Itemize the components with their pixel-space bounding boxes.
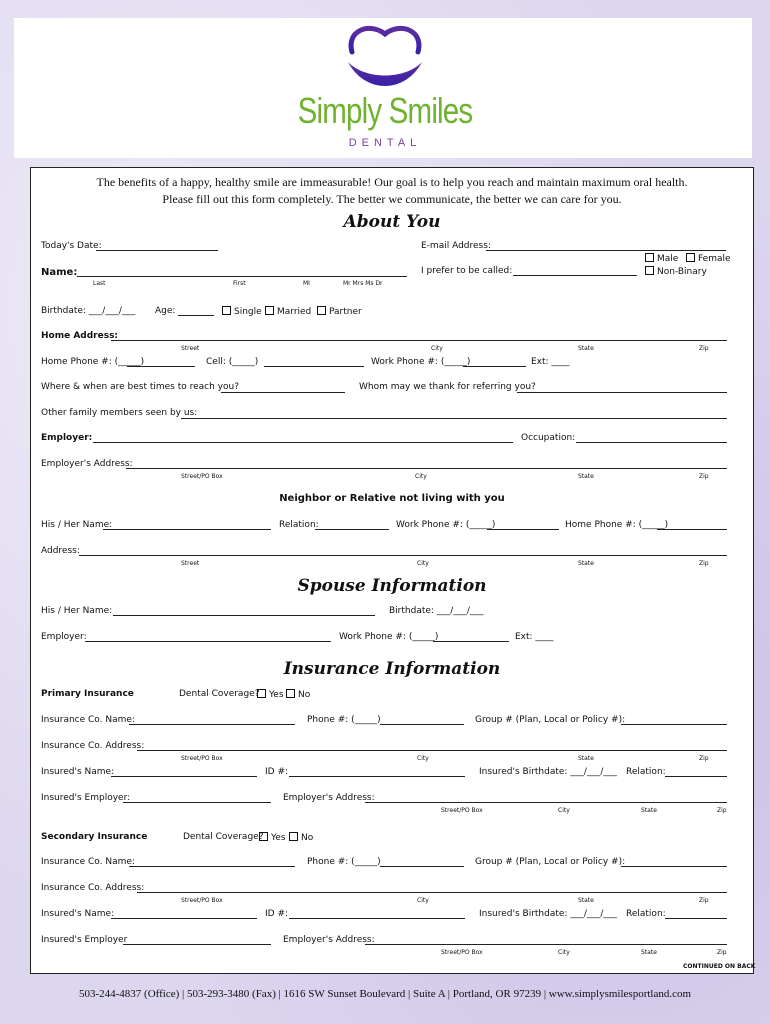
checkbox-icon xyxy=(257,689,266,698)
secondary-insured-birthdate-field[interactable]: Insured's Birthdate: ___/___/___ xyxy=(479,909,617,919)
spouse-work-phone-label: Work Phone #: (_____) xyxy=(339,632,439,642)
caption-city: City xyxy=(558,949,570,956)
neighbor-address-label: Address: xyxy=(41,546,80,556)
contact-footer: 503-244-4837 (Office) | 503-293-3480 (Fax) | 1616 SW Sunset Boulevard | Suite A | Portland, OR 97239 | www.simplysmilesportland.com xyxy=(78,988,692,1000)
primary-employer-address-field[interactable] xyxy=(365,802,727,803)
secondary-coverage-no[interactable]: No xyxy=(288,832,313,844)
primary-co-address-field[interactable] xyxy=(137,750,727,751)
secondary-co-address-field[interactable] xyxy=(137,892,727,893)
secondary-phone-label: Phone #: (_____) xyxy=(307,857,381,867)
neighbor-heading: Neighbor or Relative not living with you xyxy=(279,493,505,504)
secondary-co-address-label: Insurance Co. Address: xyxy=(41,883,145,893)
secondary-coverage-label: Dental Coverage? xyxy=(183,832,264,842)
caption-street: Street xyxy=(181,560,200,567)
neighbor-relation-field[interactable] xyxy=(315,529,389,530)
primary-coverage-yes[interactable]: Yes xyxy=(256,689,284,701)
primary-co-name-field[interactable] xyxy=(129,724,295,725)
caption-zip: Zip xyxy=(717,949,727,956)
family-field[interactable] xyxy=(181,418,727,419)
referral-label: Whom may we thank for referring you? xyxy=(359,382,536,392)
secondary-co-name-field[interactable] xyxy=(129,866,295,867)
secondary-insured-employer-label: Insured's Employer xyxy=(41,935,128,945)
primary-group-label: Group # (Plan, Local or Policy #): xyxy=(475,715,626,725)
checkbox-icon xyxy=(317,306,326,315)
secondary-phone-field[interactable] xyxy=(380,866,464,867)
secondary-employer-address-label: Employer's Address: xyxy=(283,935,375,945)
todays-date-label: Today's Date: xyxy=(41,241,102,251)
cell-label: Cell: (_____) xyxy=(206,357,259,367)
caption-mi: MI xyxy=(303,280,310,287)
brand-subtitle: DENTAL xyxy=(348,137,422,149)
brand-name: Simply Smiles xyxy=(297,90,473,131)
spouse-birthdate-field[interactable]: Birthdate: ___/___/___ xyxy=(389,606,484,616)
home-address-label: Home Address: xyxy=(41,331,119,341)
intro-line-1: The benefits of a happy, healthy smile are immeasurable! Our goal is to help you reach and maintain maximum oral health. xyxy=(96,175,688,189)
caption-city: City xyxy=(415,473,427,480)
checkbox-icon xyxy=(265,306,274,315)
checkbox-icon xyxy=(645,253,654,262)
caption-zip: Zip xyxy=(699,345,709,352)
secondary-insured-employer-field[interactable] xyxy=(123,944,271,945)
best-times-field[interactable] xyxy=(221,392,345,393)
caption-street-po: Street/PO Box xyxy=(181,755,223,762)
secondary-coverage-yes[interactable]: Yes xyxy=(258,832,286,844)
home-phone-field[interactable] xyxy=(127,366,195,367)
cell-field[interactable] xyxy=(264,366,364,367)
primary-relation-label: Relation: xyxy=(626,767,666,777)
gender-male[interactable]: Male xyxy=(644,253,678,265)
primary-id-field[interactable] xyxy=(289,776,465,777)
neighbor-work-phone-label: Work Phone #: (_____) xyxy=(396,520,496,530)
secondary-relation-label: Relation: xyxy=(626,909,666,919)
secondary-group-field[interactable] xyxy=(621,866,727,867)
status-partner[interactable]: Partner xyxy=(316,306,362,318)
caption-street-po: Street/PO Box xyxy=(441,949,483,956)
caption-zip: Zip xyxy=(699,755,709,762)
secondary-co-name-label: Insurance Co. Name: xyxy=(41,857,135,867)
todays-date-field[interactable] xyxy=(96,250,218,251)
primary-phone-label: Phone #: (_____) xyxy=(307,715,381,725)
primary-insured-name-field[interactable] xyxy=(111,776,257,777)
spouse-employer-label: Employer: xyxy=(41,632,87,642)
employer-label: Employer: xyxy=(41,433,93,443)
gender-female[interactable]: Female xyxy=(685,253,731,265)
neighbor-relation-label: Relation: xyxy=(279,520,319,530)
caption-zip: Zip xyxy=(717,807,727,814)
primary-insured-employer-field[interactable] xyxy=(123,802,271,803)
primary-coverage-no[interactable]: No xyxy=(285,689,310,701)
caption-state: State xyxy=(578,473,594,480)
employer-field[interactable] xyxy=(93,442,513,443)
spouse-heading: Spouse Information xyxy=(297,576,487,596)
email-label: E-mail Address: xyxy=(421,241,491,251)
caption-state: State xyxy=(578,755,594,762)
caption-state: State xyxy=(578,560,594,567)
family-label: Other family members seen by us: xyxy=(41,408,198,418)
primary-id-label: ID #: xyxy=(265,767,289,777)
caption-city: City xyxy=(431,345,443,352)
checkbox-icon xyxy=(259,832,268,841)
patient-form xyxy=(30,167,754,974)
home-phone-label: Home Phone #: (_____) xyxy=(41,357,145,367)
age-field[interactable] xyxy=(178,315,214,316)
primary-employer-address-label: Employer's Address: xyxy=(283,793,375,803)
caption-street-po: Street/PO Box xyxy=(181,897,223,904)
spouse-name-field[interactable] xyxy=(113,615,375,616)
primary-insured-employer-label: Insured's Employer: xyxy=(41,793,131,803)
primary-coverage-label: Dental Coverage? xyxy=(179,689,260,699)
referral-field[interactable] xyxy=(517,392,727,393)
checkbox-icon xyxy=(289,832,298,841)
best-times-label: Where & when are best times to reach you? xyxy=(41,382,239,392)
checkbox-icon xyxy=(686,253,695,262)
checkbox-icon xyxy=(645,266,654,275)
preferred-name-field[interactable] xyxy=(513,275,637,276)
caption-street-po: Street/PO Box xyxy=(181,473,223,480)
status-married[interactable]: Married xyxy=(264,306,311,318)
intro-line-2: Please fill out this form completely. The better we communicate, the better we can care for you. xyxy=(162,192,622,206)
caption-city: City xyxy=(558,807,570,814)
caption-state: State xyxy=(641,949,657,956)
caption-city: City xyxy=(417,755,429,762)
caption-last: Last xyxy=(93,280,106,287)
tooth-smile-logo-icon xyxy=(340,22,430,92)
neighbor-name-label: His / Her Name: xyxy=(41,520,113,530)
checkbox-icon xyxy=(286,689,295,698)
status-single[interactable]: Single xyxy=(221,306,262,318)
caption-state: State xyxy=(578,897,594,904)
caption-titles: Mr Mrs Ms Dr xyxy=(343,280,383,287)
work-phone-field[interactable] xyxy=(463,366,526,367)
about-you-heading: About You xyxy=(343,212,441,232)
name-label: Name: xyxy=(41,267,78,278)
neighbor-home-phone-field[interactable] xyxy=(657,529,727,530)
primary-insured-birthdate-field[interactable]: Insured's Birthdate: ___/___/___ xyxy=(479,767,617,777)
primary-phone-field[interactable] xyxy=(380,724,464,725)
caption-street-po: Street/PO Box xyxy=(441,807,483,814)
primary-group-field[interactable] xyxy=(621,724,727,725)
continued-on-back: CONTINUED ON BACK xyxy=(683,963,756,970)
neighbor-home-phone-label: Home Phone #: (_____) xyxy=(565,520,669,530)
caption-zip: Zip xyxy=(699,473,709,480)
caption-city: City xyxy=(417,560,429,567)
primary-insurance-label: Primary Insurance xyxy=(41,689,134,699)
birthdate-field[interactable]: Birthdate: ___/___/___ xyxy=(41,306,136,316)
age-label: Age: xyxy=(155,306,176,316)
home-address-field[interactable] xyxy=(111,340,727,341)
spouse-ext-field[interactable]: Ext: ____ xyxy=(515,632,554,642)
occupation-label: Occupation: xyxy=(521,433,576,443)
caption-city: City xyxy=(417,897,429,904)
secondary-insured-name-field[interactable] xyxy=(111,918,257,919)
primary-relation-field[interactable] xyxy=(665,776,727,777)
caption-zip: Zip xyxy=(699,897,709,904)
work-phone-label: Work Phone #: (_____) xyxy=(371,357,471,367)
employer-address-field[interactable] xyxy=(126,468,727,469)
secondary-insured-name-label: Insured's Name: xyxy=(41,909,115,919)
ext-field[interactable]: Ext: ____ xyxy=(531,357,570,367)
neighbor-address-field[interactable] xyxy=(79,555,727,556)
caption-first: First xyxy=(233,280,246,287)
neighbor-work-phone-field[interactable] xyxy=(487,529,559,530)
secondary-employer-address-field[interactable] xyxy=(365,944,727,945)
primary-insured-name-label: Insured's Name: xyxy=(41,767,115,777)
secondary-id-field[interactable] xyxy=(289,918,465,919)
spouse-employer-field[interactable] xyxy=(85,641,331,642)
neighbor-name-field[interactable] xyxy=(103,529,271,530)
primary-co-address-label: Insurance Co. Address: xyxy=(41,741,145,751)
caption-street: Street xyxy=(181,345,200,352)
secondary-group-label: Group # (Plan, Local or Policy #): xyxy=(475,857,626,867)
secondary-id-label: ID #: xyxy=(265,909,289,919)
name-field[interactable] xyxy=(77,276,407,277)
gender-nonbinary[interactable]: Non-Binary xyxy=(644,266,707,278)
email-field[interactable] xyxy=(486,250,726,251)
caption-state: State xyxy=(578,345,594,352)
caption-zip: Zip xyxy=(699,560,709,567)
checkbox-icon xyxy=(222,306,231,315)
secondary-relation-field[interactable] xyxy=(665,918,727,919)
primary-co-name-label: Insurance Co. Name: xyxy=(41,715,135,725)
preferred-name-label: I prefer to be called: xyxy=(421,266,513,276)
spouse-work-phone-field[interactable] xyxy=(433,641,509,642)
secondary-insurance-label: Secondary Insurance xyxy=(41,832,148,842)
insurance-heading: Insurance Information xyxy=(283,659,501,679)
employer-address-label: Employer's Address: xyxy=(41,459,133,469)
spouse-name-label: His / Her Name: xyxy=(41,606,113,616)
caption-state: State xyxy=(641,807,657,814)
occupation-field[interactable] xyxy=(576,442,727,443)
